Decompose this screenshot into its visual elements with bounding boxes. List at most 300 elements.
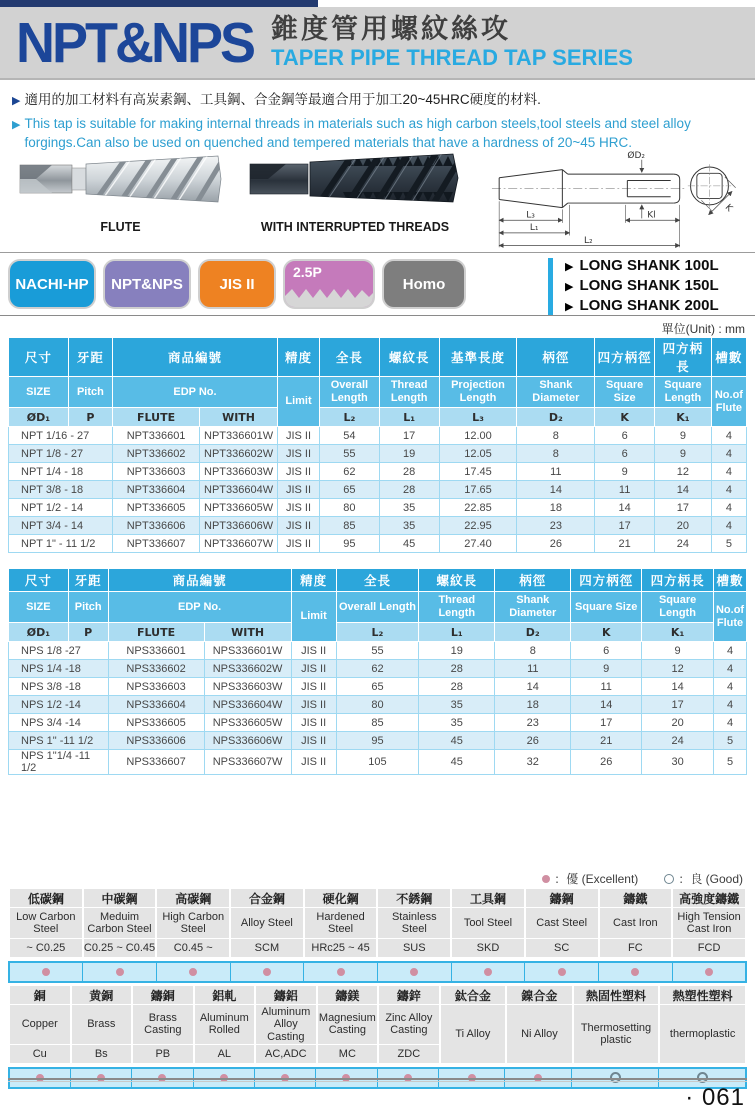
spec-row xyxy=(9,642,747,660)
material-name-zh: 不銹鋼 xyxy=(378,889,450,907)
col-header: 尺寸 xyxy=(9,569,69,592)
value-cell: 65 xyxy=(320,481,380,499)
col-header: Square Size xyxy=(571,592,642,623)
good-icon xyxy=(664,874,674,884)
value-cell: 22.95 xyxy=(439,517,517,535)
value-cell: 5 xyxy=(711,535,746,553)
material-name-zh: 鑄鋼 xyxy=(526,889,598,907)
value-cell: 27.40 xyxy=(439,535,517,553)
material-name-en: Brass xyxy=(72,1005,132,1044)
value-cell: 14 xyxy=(655,481,712,499)
rating-cell xyxy=(156,962,230,982)
dimension-diagram-figure xyxy=(477,148,747,250)
col-header: Projection Length xyxy=(439,377,517,408)
badge-label: NACHI-HP xyxy=(15,275,89,293)
value-cell: 24 xyxy=(655,535,712,553)
value-cell: 14 xyxy=(642,678,714,696)
size-cell: NPT 3/4 - 14 xyxy=(9,517,113,535)
col-header: 四方柄長 xyxy=(655,338,712,377)
value-cell: 21 xyxy=(571,732,642,750)
top-accent-bar xyxy=(0,0,318,7)
value-cell: 28 xyxy=(379,481,439,499)
value-cell: 4 xyxy=(711,463,746,481)
size-cell: NPT 1/16 - 27 xyxy=(9,427,113,445)
value-cell: 21 xyxy=(595,535,655,553)
material-header-table xyxy=(8,985,747,1064)
material-name-zh: 鑄鋅 xyxy=(379,986,439,1004)
value-cell: 26 xyxy=(495,732,571,750)
col-header: 槽數 xyxy=(714,569,747,592)
value-cell: 26 xyxy=(571,750,642,775)
material-name-zh: 鑄鎂 xyxy=(318,986,378,1004)
value-cell: 11 xyxy=(495,660,571,678)
badge-label: NPT&NPS xyxy=(111,275,183,293)
bullet-arrow-icon: ▶ xyxy=(565,300,574,313)
col-header: FLUTE xyxy=(108,623,204,642)
value-cell: 11 xyxy=(595,481,655,499)
badge-npt-nps xyxy=(103,259,191,309)
col-header: D₂ xyxy=(495,623,571,642)
col-header: WITH xyxy=(204,623,291,642)
value-cell: 6 xyxy=(571,642,642,660)
col-header: 商品編號 xyxy=(108,569,291,592)
value-cell: 28 xyxy=(379,463,439,481)
nonferrous-materials-table xyxy=(8,985,747,1089)
value-cell: 17.45 xyxy=(439,463,517,481)
col-header: P xyxy=(68,408,112,427)
material-code: ZDC xyxy=(379,1045,439,1063)
material-code: SC xyxy=(526,939,598,957)
value-cell: 4 xyxy=(711,427,746,445)
material-code: C0.25 ~ C0.45 xyxy=(84,939,156,957)
col-header: 柄徑 xyxy=(495,569,571,592)
col-header: 四方柄長 xyxy=(642,569,714,592)
spec-row xyxy=(9,696,747,714)
bullet-arrow-icon: ▶ xyxy=(565,260,574,273)
spec-row xyxy=(9,499,747,517)
value-cell: 14 xyxy=(571,696,642,714)
material-code: AC,ADC xyxy=(256,1045,316,1063)
col-header: No.of Flute xyxy=(711,377,746,427)
legend-excellent xyxy=(542,870,638,887)
col-header: L₁ xyxy=(379,408,439,427)
material-name-zh: 硬化鋼 xyxy=(305,889,377,907)
col-header: SIZE xyxy=(9,592,69,623)
material-name-zh: 鑄銅 xyxy=(133,986,193,1004)
size-cell: NPS 1/2 -14 xyxy=(9,696,109,714)
value-cell: JIS II xyxy=(291,696,336,714)
value-cell: JIS II xyxy=(277,499,319,517)
excellent-icon xyxy=(631,968,639,976)
dim-label-kl: Kl xyxy=(647,210,656,221)
intro-text-zh: 適用的加工材料有高炭素鋼、工具鋼、合金鋼等最適合用于加工20~45HRC硬度的材料. xyxy=(24,92,541,107)
material-code: FC xyxy=(600,939,672,957)
subtitle-english: TAPER PIPE THREAD TAP SERIES xyxy=(271,44,633,70)
material-name-en: Low Carbon Steel xyxy=(10,908,82,938)
material-header-table xyxy=(8,888,747,958)
value-cell: NPS336607 xyxy=(108,750,204,775)
value-cell: 62 xyxy=(336,660,419,678)
value-cell: 9 xyxy=(655,427,712,445)
value-cell: 35 xyxy=(379,517,439,535)
value-cell: 11 xyxy=(517,463,595,481)
badge-nachi-hp xyxy=(8,259,96,309)
intro-line-en xyxy=(12,114,745,152)
interrupted-tap-figure xyxy=(233,148,477,250)
dim-label-d2: ØD₂ xyxy=(627,150,646,161)
header-row-symbol xyxy=(9,623,747,642)
col-header: L₂ xyxy=(336,623,419,642)
dim-label-k: K xyxy=(722,202,734,214)
header-row-symbol xyxy=(9,408,747,427)
value-cell: NPT336604 xyxy=(113,481,200,499)
size-cell: NPS 1/8 -27 xyxy=(9,642,109,660)
value-cell: NPS336605W xyxy=(204,714,291,732)
page-subtitles xyxy=(271,15,633,70)
value-cell: 12 xyxy=(642,660,714,678)
col-header: Square Length xyxy=(655,377,712,408)
value-cell: NPT336606W xyxy=(200,517,278,535)
intro-line-zh xyxy=(12,90,745,110)
size-cell: NPT 1/4 - 18 xyxy=(9,463,113,481)
value-cell: NPT336605W xyxy=(200,499,278,517)
material-name-en: High Carbon Steel xyxy=(157,908,229,938)
long-shank-item xyxy=(565,256,719,276)
value-cell: NPS336604W xyxy=(204,696,291,714)
material-name-zh: 低碳鋼 xyxy=(10,889,82,907)
value-cell: 28 xyxy=(419,660,495,678)
material-name-en: Alloy Steel xyxy=(231,908,303,938)
value-cell: NPS336604 xyxy=(108,696,204,714)
rating-legend xyxy=(542,870,743,887)
spec-row xyxy=(9,732,747,750)
material-name-zh: 黄銅 xyxy=(72,986,132,1004)
value-cell: JIS II xyxy=(291,714,336,732)
rating-cell xyxy=(599,962,673,982)
value-cell: 45 xyxy=(419,750,495,775)
long-shank-label: LONG SHANK 150L xyxy=(579,277,719,294)
flute-caption: FLUTE xyxy=(100,220,141,234)
col-header: L₂ xyxy=(320,408,380,427)
value-cell: 24 xyxy=(642,732,714,750)
col-header: Overall Length xyxy=(320,377,380,408)
value-cell: JIS II xyxy=(277,535,319,553)
material-name-zh: 合金鋼 xyxy=(231,889,303,907)
value-cell: NPS336601 xyxy=(108,642,204,660)
legend-good xyxy=(664,870,743,887)
value-cell: 95 xyxy=(336,732,419,750)
material-name-en: Hardened Steel xyxy=(305,908,377,938)
value-cell: 80 xyxy=(336,696,419,714)
material-code: SKD xyxy=(452,939,524,957)
value-cell: 14 xyxy=(517,481,595,499)
value-cell: 12.05 xyxy=(439,445,517,463)
material-name-en: High Tension Cast Iron xyxy=(673,908,745,938)
bottom-rule xyxy=(8,1078,747,1082)
col-header: 螺紋長 xyxy=(419,569,495,592)
badge-jis-ii xyxy=(198,259,276,309)
value-cell: 4 xyxy=(714,678,747,696)
material-name-en: Meduim Carbon Steel xyxy=(84,908,156,938)
thread-profile-icon xyxy=(285,281,373,307)
value-cell: 22.85 xyxy=(439,499,517,517)
value-cell: 35 xyxy=(419,696,495,714)
value-cell: 17 xyxy=(571,714,642,732)
value-cell: 4 xyxy=(714,642,747,660)
excellent-icon xyxy=(116,968,124,976)
dim-label-l1: L₁ xyxy=(529,223,539,234)
material-code: FCD xyxy=(673,939,745,957)
material-code: Bs xyxy=(72,1045,132,1063)
material-name-en: Ni Alloy xyxy=(507,1005,572,1063)
material-name-zh: 中碳鋼 xyxy=(84,889,156,907)
col-header: Overall Length xyxy=(336,592,419,623)
material-name-en: Copper xyxy=(10,1005,70,1044)
value-cell: 32 xyxy=(495,750,571,775)
col-header: K₁ xyxy=(642,623,714,642)
rating-cell xyxy=(230,962,304,982)
value-cell: 17 xyxy=(655,499,712,517)
col-header: 精度 xyxy=(277,338,319,377)
value-cell: 18 xyxy=(495,696,571,714)
value-cell: NPT336604W xyxy=(200,481,278,499)
material-name-en: Ti Alloy xyxy=(441,1005,506,1063)
value-cell: 55 xyxy=(336,642,419,660)
header-row-zh xyxy=(9,569,747,592)
col-header: 螺紋長 xyxy=(379,338,439,377)
spec-row xyxy=(9,678,747,696)
size-cell: NPS 1/4 -18 xyxy=(9,660,109,678)
material-name-en: Magnesium Casting xyxy=(318,1005,378,1044)
rating-cell xyxy=(525,962,599,982)
dim-label-l3: L₃ xyxy=(526,210,535,221)
value-cell: JIS II xyxy=(291,732,336,750)
col-header: P xyxy=(68,623,108,642)
value-cell: NPS336606 xyxy=(108,732,204,750)
ferrous-materials-table xyxy=(8,888,747,983)
value-cell: NPT336602W xyxy=(200,445,278,463)
value-cell: 9 xyxy=(642,642,714,660)
value-cell: 9 xyxy=(571,660,642,678)
long-shank-block xyxy=(548,256,719,316)
col-header: Limit xyxy=(291,592,336,642)
material-rating-table xyxy=(8,961,747,983)
value-cell: 20 xyxy=(642,714,714,732)
spec-row xyxy=(9,714,747,732)
rating-cell xyxy=(9,962,83,982)
col-header: Pitch xyxy=(68,592,108,623)
size-cell: NPS 3/4 -14 xyxy=(9,714,109,732)
dim-label-l2: L₂ xyxy=(584,235,593,246)
material-code: MC xyxy=(318,1045,378,1063)
value-cell: 35 xyxy=(419,714,495,732)
value-cell: NPT336607 xyxy=(113,535,200,553)
material-code: AL xyxy=(195,1045,255,1063)
value-cell: NPS336602 xyxy=(108,660,204,678)
value-cell: NPT336605 xyxy=(113,499,200,517)
value-cell: JIS II xyxy=(277,463,319,481)
value-cell: NPT336603W xyxy=(200,463,278,481)
value-cell: 12.00 xyxy=(439,427,517,445)
badge-label: Homo xyxy=(402,275,446,293)
size-cell: NPT 1" - 11 1/2 xyxy=(9,535,113,553)
excellent-icon xyxy=(337,968,345,976)
value-cell: 12 xyxy=(655,463,712,481)
material-name-en: Stainless Steel xyxy=(378,908,450,938)
accent-bar xyxy=(548,258,553,315)
value-cell: 17 xyxy=(642,696,714,714)
value-cell: 4 xyxy=(711,445,746,463)
col-header: Shank Diameter xyxy=(495,592,571,623)
bullet-arrow-icon: ▶ xyxy=(12,118,21,131)
legend-label: ：優 (Excellent) xyxy=(554,872,639,886)
material-name-en: Zinc Alloy Casting xyxy=(379,1005,439,1044)
long-shank-label: LONG SHANK 200L xyxy=(579,297,719,314)
value-cell: 4 xyxy=(711,517,746,535)
bullet-arrow-icon: ▶ xyxy=(12,94,21,107)
value-cell: 5 xyxy=(714,750,747,775)
badge-row xyxy=(8,259,466,309)
value-cell: 4 xyxy=(711,481,746,499)
col-header: 基準長度 xyxy=(439,338,517,377)
col-header: SIZE xyxy=(9,377,69,408)
spec-row xyxy=(9,481,747,499)
value-cell: 8 xyxy=(517,445,595,463)
material-name-zh: 高碳鋼 xyxy=(157,889,229,907)
col-header: Pitch xyxy=(68,377,112,408)
col-header: Thread Length xyxy=(419,592,495,623)
unit-note: 單位(Unit) : mm xyxy=(661,322,745,336)
value-cell: 80 xyxy=(320,499,380,517)
value-cell: 9 xyxy=(595,463,655,481)
value-cell: 26 xyxy=(517,535,595,553)
col-header: 槽數 xyxy=(711,338,746,377)
size-cell: NPT 3/8 - 18 xyxy=(9,481,113,499)
material-name-en: Thermosetting plastic xyxy=(574,1005,659,1063)
badge-section xyxy=(0,252,755,316)
col-header: EDP No. xyxy=(108,592,291,623)
value-cell: 23 xyxy=(517,517,595,535)
flute-tap-figure xyxy=(8,148,233,250)
material-name-zh: 熱固性塑料 xyxy=(574,986,659,1004)
product-images xyxy=(8,148,747,250)
legend-label: ：良 (Good) xyxy=(678,872,743,886)
page-title: NPT&NPS xyxy=(16,11,254,75)
col-header: EDP No. xyxy=(113,377,278,408)
size-cell: NPT 1/8 - 27 xyxy=(9,445,113,463)
col-header: FLUTE xyxy=(113,408,200,427)
value-cell: 95 xyxy=(320,535,380,553)
material-name-zh: 鎳合金 xyxy=(507,986,572,1004)
excellent-icon xyxy=(484,968,492,976)
material-name-zh: 銅 xyxy=(10,986,70,1004)
material-code: SUS xyxy=(378,939,450,957)
value-cell: 9 xyxy=(655,445,712,463)
value-cell: 19 xyxy=(379,445,439,463)
material-name-zh: 鈦合金 xyxy=(441,986,506,1004)
value-cell: 65 xyxy=(336,678,419,696)
col-header: 尺寸 xyxy=(9,338,69,377)
size-cell: NPT 1/2 - 14 xyxy=(9,499,113,517)
col-header: Square Length xyxy=(642,592,714,623)
intro-section xyxy=(12,90,745,156)
value-cell: NPT336607W xyxy=(200,535,278,553)
value-cell: 5 xyxy=(714,732,747,750)
value-cell: 19 xyxy=(419,642,495,660)
rating-cell xyxy=(672,962,746,982)
rating-cell xyxy=(451,962,525,982)
col-header: No.of Flute xyxy=(714,592,747,642)
value-cell: 8 xyxy=(517,427,595,445)
col-header: Thread Length xyxy=(379,377,439,408)
rating-row xyxy=(9,962,746,982)
badge-label: JIS II xyxy=(219,275,255,293)
subtitle-chinese: 錐度管用螺紋絲攻 xyxy=(271,14,512,44)
value-cell: 45 xyxy=(379,535,439,553)
material-name-en: thermoplastic xyxy=(660,1005,745,1063)
excellent-icon xyxy=(263,968,271,976)
value-cell: JIS II xyxy=(277,517,319,535)
dimension-diagram xyxy=(477,148,747,250)
value-cell: 14 xyxy=(595,499,655,517)
col-header: 牙距 xyxy=(68,338,112,377)
excellent-icon xyxy=(558,968,566,976)
page-number: · 061 xyxy=(685,1084,745,1108)
rating-cell xyxy=(304,962,378,982)
value-cell: 4 xyxy=(714,660,747,678)
col-header: ØD₁ xyxy=(9,623,69,642)
long-shank-item xyxy=(565,276,719,296)
long-shank-item xyxy=(565,296,719,316)
value-cell: NPS336605 xyxy=(108,714,204,732)
value-cell: 6 xyxy=(595,427,655,445)
value-cell: NPT336606 xyxy=(113,517,200,535)
value-cell: NPS336606W xyxy=(204,732,291,750)
value-cell: 45 xyxy=(419,732,495,750)
col-header: 全長 xyxy=(336,569,419,592)
page-header xyxy=(0,7,755,80)
interrupted-tap-image xyxy=(248,148,463,210)
badge-2-5p xyxy=(283,259,375,309)
size-cell: NPS 1"1/4 -11 1/2 xyxy=(9,750,109,775)
spec-row xyxy=(9,463,747,481)
header-row-en xyxy=(9,377,747,408)
material-name-zh: 工具鋼 xyxy=(452,889,524,907)
value-cell: 30 xyxy=(642,750,714,775)
spec-row xyxy=(9,517,747,535)
col-header: 全長 xyxy=(320,338,380,377)
material-code: SCM xyxy=(231,939,303,957)
value-cell: JIS II xyxy=(277,481,319,499)
value-cell: 23 xyxy=(495,714,571,732)
value-cell: NPT336602 xyxy=(113,445,200,463)
value-cell: 11 xyxy=(571,678,642,696)
value-cell: 4 xyxy=(711,499,746,517)
nps-spec-table xyxy=(8,568,747,775)
flute-tap-image xyxy=(18,148,223,210)
material-name-zh: 熱塑性塑料 xyxy=(660,986,745,1004)
rating-cell xyxy=(377,962,451,982)
material-name-en: Tool Steel xyxy=(452,908,524,938)
material-name-en: Aluminum Rolled xyxy=(195,1005,255,1044)
rating-cell xyxy=(83,962,157,982)
intro-text-en: This tap is suitable for making internal threads in materials such as high carbon steels,tool steels and steel alloy forgings.Can also be used on quenched and tempered materials that have a hardness of 20~45 HRC. xyxy=(24,116,691,150)
interrupted-caption: WITH INTERRUPTED THREADS xyxy=(260,220,450,234)
value-cell: 28 xyxy=(419,678,495,696)
col-header: 精度 xyxy=(291,569,336,592)
col-header: 商品編號 xyxy=(113,338,278,377)
value-cell: NPS336607W xyxy=(204,750,291,775)
